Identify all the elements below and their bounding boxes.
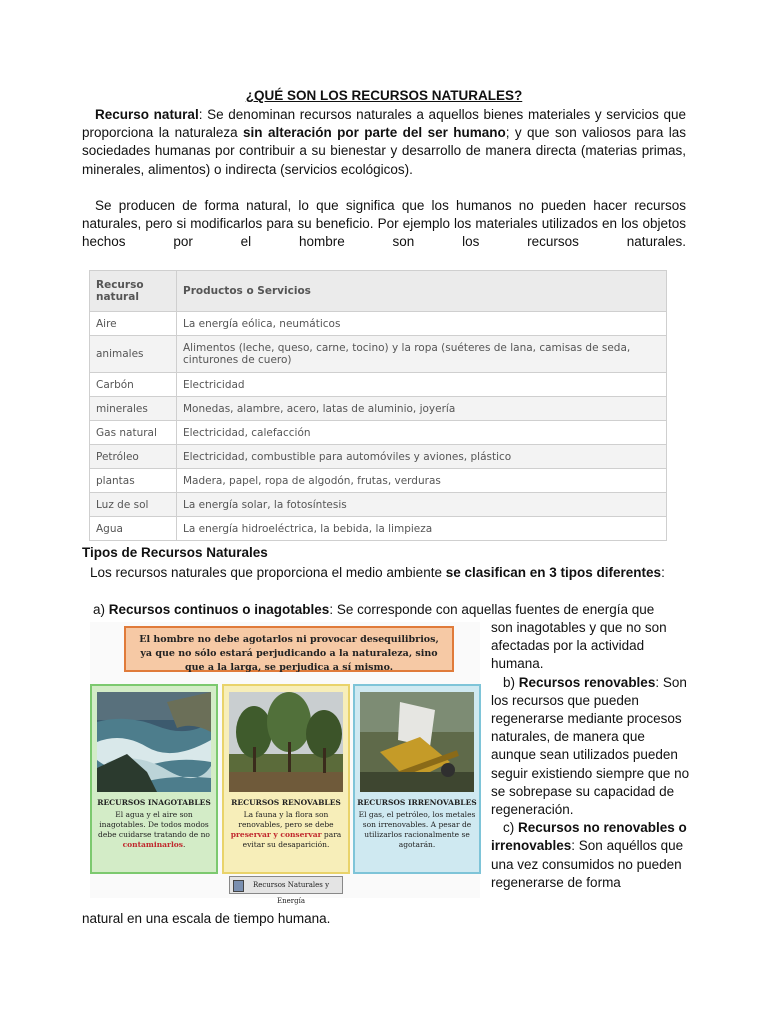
intro-paragraph: Recurso natural: Se denominan recursos naturales a aquellos bienes materiales y servicios que proporciona la naturaleza sin alteración por parte del ser humano; y que son valiosos para las sociedades humanas por contribuir a su bienestar y desarrollo de manera directa (materias primas, minerales, alimentos) o indirecta (servicios ecológicos). bbox=[82, 107, 687, 177]
resources-infographic bbox=[90, 622, 480, 905]
card-heading: RECURSOS RENOVABLES bbox=[231, 798, 341, 807]
page-title: ¿QUÉ SON LOS RECURSOS NATURALES? bbox=[245, 88, 523, 103]
table-cell: Monedas, alambre, acero, latas de aluminio, joyería bbox=[177, 397, 667, 421]
forest-photo bbox=[229, 692, 343, 792]
table-cell: Electricidad bbox=[177, 373, 667, 397]
table-cell: Agua bbox=[90, 517, 177, 541]
table-cell: La energía solar, la fotosíntesis bbox=[177, 493, 667, 517]
card-irrenovables: RECURSOS IRRENOVABLES El gas, el petróleo, los metales son irrenovables. A pesar de utilizarlos racionalmente se agotarán. bbox=[353, 684, 481, 874]
table-cell: Electricidad, calefacción bbox=[177, 421, 667, 445]
card-heading: RECURSOS IRRENOVABLES bbox=[357, 798, 477, 807]
types-heading: Tipos de Recursos Naturales bbox=[82, 545, 268, 560]
card-inagotables: RECURSOS INAGOTABLES El agua y el aire son inagotables. De todos modos debe cuidarse tratando de no contaminarlos. bbox=[90, 684, 218, 874]
type-a-continuation: son inagotables y que no son afectadas por la actividad humana. bbox=[491, 620, 667, 672]
table-cell: minerales bbox=[90, 397, 177, 421]
table-row bbox=[90, 312, 667, 336]
table-cell: La energía eólica, neumáticos bbox=[177, 312, 667, 336]
sea-waves-photo bbox=[97, 692, 211, 792]
table-row bbox=[90, 445, 667, 469]
table-header-products: Productos o Servicios bbox=[177, 271, 667, 312]
term-recurso-natural: Recurso natural bbox=[95, 107, 199, 122]
table-cell: Carbón bbox=[90, 373, 177, 397]
right-column-text: son inagotables y que no son afectadas por la actividad humana. b) Recursos renovables: Son los recursos que pueden regenerarse mediante procesos naturales, de manera que aunque sean utilizados pueden seguir existiendo siempre que no se sobrepase su capacidad de regeneración. c) Recursos no renovables o irrenovables: Son aquéllos que una vez consumidos no pueden regenerarse de forma bbox=[491, 620, 690, 890]
table-cell: Electricidad, combustible para automóviles y aviones, plástico bbox=[177, 445, 667, 469]
table-cell: Alimentos (leche, queso, carne, tocino) y la ropa (suéteres de lana, camisas de seda, cinturones de cuero) bbox=[177, 336, 667, 373]
oil-drilling-photo bbox=[360, 692, 474, 792]
table-cell: Aire bbox=[90, 312, 177, 336]
table-row bbox=[90, 421, 667, 445]
types-intro: Los recursos naturales que proporciona el medio ambiente se clasifican en 3 tipos diferentes: bbox=[90, 565, 665, 580]
type-a-line: a) Recursos continuos o inagotables: Se corresponde con aquellas fuentes de energía que bbox=[93, 602, 655, 617]
resources-table bbox=[89, 270, 667, 541]
document-icon bbox=[233, 880, 244, 892]
table-cell: plantas bbox=[90, 469, 177, 493]
table-cell: animales bbox=[90, 336, 177, 373]
table-row bbox=[90, 469, 667, 493]
table-row bbox=[90, 397, 667, 421]
table-cell: Petróleo bbox=[90, 445, 177, 469]
table-row bbox=[90, 336, 667, 373]
type-c-ending: natural en una escala de tiempo humana. bbox=[82, 911, 331, 926]
table-header-row bbox=[90, 271, 667, 312]
infographic-banner: El hombre no debe agotarlos ni provocar desequilibrios, ya que no sólo estará perjudicando a la naturaleza, sino que a la larga, se perjudica a sí mismo. bbox=[124, 626, 454, 672]
table-row bbox=[90, 373, 667, 397]
table-row bbox=[90, 493, 667, 517]
card-heading: RECURSOS INAGOTABLES bbox=[97, 798, 211, 807]
second-paragraph: Se producen de forma natural, lo que significa que los humanos no pueden hacer recursos naturales, pero si modificarlos para su beneficio. Por ejemplo los materiales utilizados en los objetos hechos por el hombre son los recursos naturales. bbox=[82, 198, 686, 250]
table-cell: La energía hidroeléctrica, la bebida, la limpieza bbox=[177, 517, 667, 541]
type-b-title: Recursos renovables bbox=[518, 674, 656, 690]
table-row bbox=[90, 517, 667, 541]
table-cell: Madera, papel, ropa de algodón, frutas, verduras bbox=[177, 469, 667, 493]
resources-energy-button[interactable]: Recursos Naturales y Energía bbox=[229, 876, 343, 894]
card-renovables: RECURSOS RENOVABLES La fauna y la flora son renovables, pero se debe preservar y conservar para evitar su desaparición. bbox=[222, 684, 350, 874]
table-header-resource: Recurso natural bbox=[90, 271, 177, 312]
table-cell: Gas natural bbox=[90, 421, 177, 445]
table-cell: Luz de sol bbox=[90, 493, 177, 517]
type-c-title: Recursos no renovables o irrenovables bbox=[491, 820, 687, 854]
